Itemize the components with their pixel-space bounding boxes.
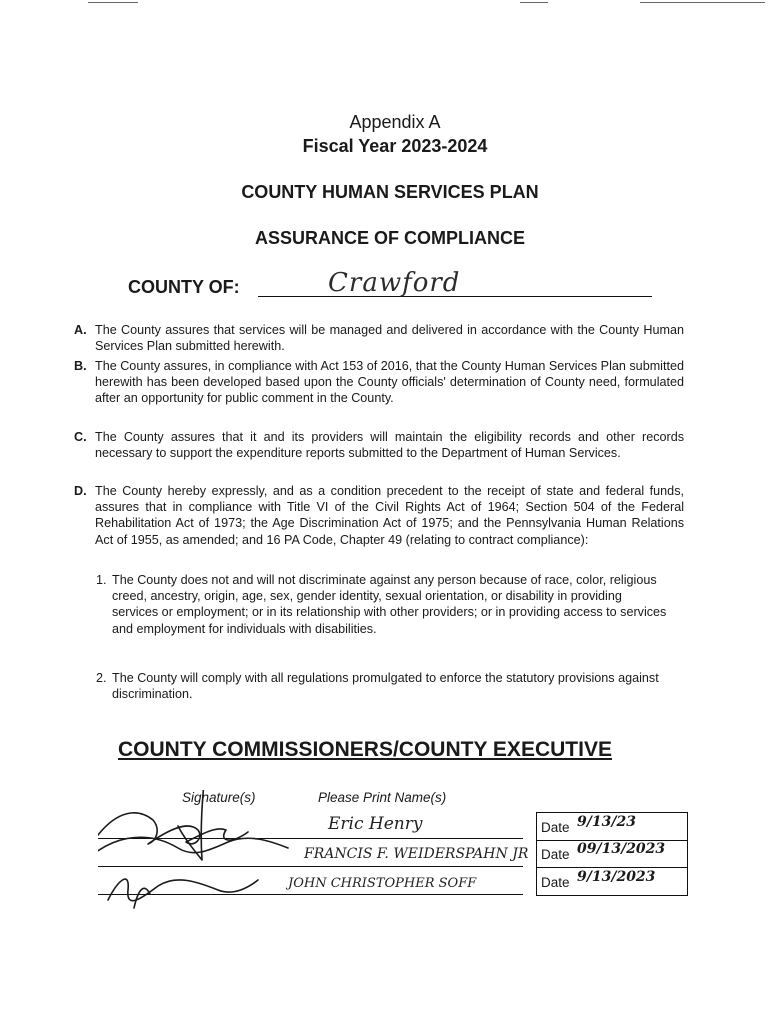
county-field <box>128 268 658 302</box>
clause-text: The County assures that it and its providers will maintain the eligibility records and other records necessary to support the expenditure reports submitted to the Department of Human Services. <box>95 430 684 461</box>
clause-c <box>74 429 684 461</box>
plan-title: COUNTY HUMAN SERVICES PLAN <box>241 182 539 202</box>
signature-stroke <box>108 879 258 901</box>
scan-edge-mark <box>88 2 138 3</box>
assurance-title: ASSURANCE OF COMPLIANCE <box>254 228 525 248</box>
signature-stroke <box>98 837 288 852</box>
signature-stroke <box>134 888 150 908</box>
clause-text: The County assures that services will be managed and delivered in accordance with the County Human Services Plan submitted herewith. <box>95 323 684 354</box>
county-label: COUNTY OF: <box>128 277 240 297</box>
fiscal-year: Fiscal Year 2023-2024 <box>302 136 488 156</box>
clause-letter: C. <box>74 430 87 444</box>
scan-edge-mark <box>520 2 548 3</box>
subclause-text: The County does not and will not discriminate against any person because of race, color, religious creed, ancestry, origin, age, sex, gender identity, sexual orientation, or disability in providing services or employment; or in its relationship with other providers; or in providing access to services and employment for individuals with disabilities. <box>112 573 667 636</box>
scan-edge-mark <box>640 2 765 3</box>
print-name-column-label: Please Print Name(s) <box>318 790 447 805</box>
date-value: 9/13/23 <box>577 814 636 830</box>
subclause-1 <box>96 572 668 637</box>
date-value: 9/13/2023 <box>577 869 656 885</box>
clause-letter: B. <box>74 359 87 373</box>
subclause-number: 1. <box>96 573 107 587</box>
printed-name: JOHN CHRISTOPHER SOFF <box>288 876 477 891</box>
clause-text: The County assures, in compliance with Act 153 of 2016, that the County Human Services Plan submitted herewith has been developed based upon the County officials' determination of County need, formulated after an opportunity for public comment in the County. <box>95 359 684 406</box>
clause-b <box>74 358 684 407</box>
clause-letter: D. <box>74 484 87 498</box>
printed-name: Eric Henry <box>328 814 423 834</box>
date-label: Date <box>541 875 570 890</box>
subclause-text: The County will comply with all regulations promulgated to enforce the statutory provisions against discrimination. <box>112 671 659 702</box>
signature-block <box>98 790 688 920</box>
clause-letter: A. <box>74 323 87 337</box>
date-label: Date <box>541 847 570 862</box>
signature-heading: COUNTY COMMISSIONERS/COUNTY EXECUTIVE <box>118 738 612 761</box>
county-handwritten-value: Crawford <box>328 268 461 298</box>
clause-d <box>74 483 684 548</box>
date-label: Date <box>541 820 570 835</box>
handwritten-signatures <box>98 790 688 920</box>
clause-a <box>74 322 684 354</box>
date-value: 09/13/2023 <box>577 841 666 857</box>
printed-name: FRANCIS F. WEIDERSPAHN JR <box>304 846 529 862</box>
subclause-2 <box>96 670 668 702</box>
signature-column-label: Signature(s) <box>182 790 256 805</box>
clause-text: The County hereby expressly, and as a condition precedent to the receipt of state and federal funds, assures that in compliance with Title VI of the Civil Rights Act of 1964; Section 504 of the Federal Rehabilitation Act of 1973; the Age Discrimination Act of 1975; and the Pennsylvania Human Relations Act of 1955, as amended; and 16 PA Code, Chapter 49 (relating to contract compliance): <box>95 484 684 547</box>
appendix-title: Appendix A <box>349 112 441 132</box>
subclause-number: 2. <box>96 671 107 685</box>
